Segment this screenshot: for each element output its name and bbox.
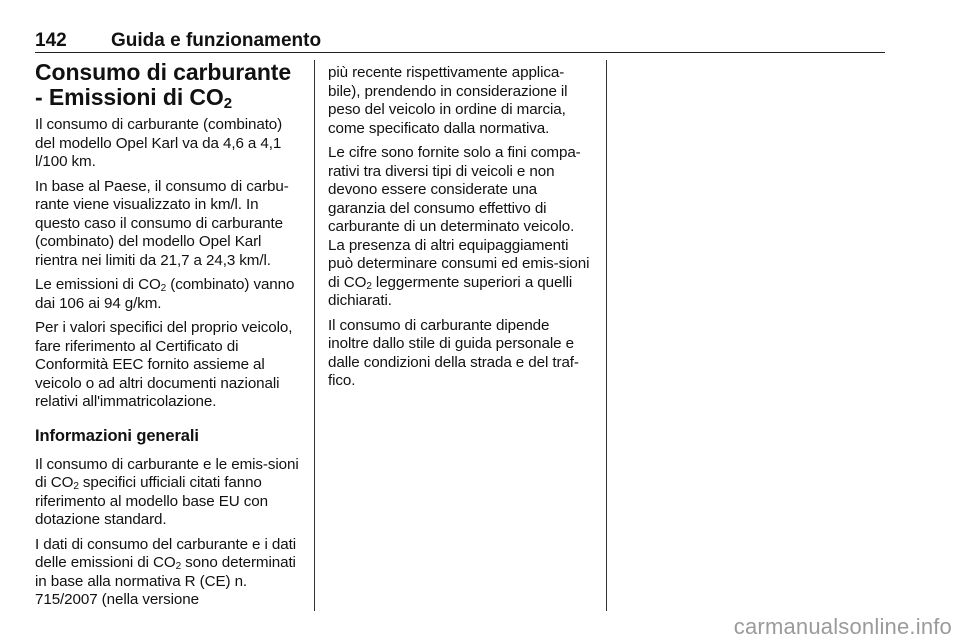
watermark-text: carmanualsonline.info [733,614,952,639]
paragraph-consumption-range: Il consumo di carburante (combinato) del modello Opel Karl va da 4,6 a 4,1 l/100 km. [35,116,283,170]
subheading-general-info: Informazioni generali [35,426,199,445]
paragraph-regulation: I dati di consumo del carburante e i dati delle emissioni di $CO_2$ sono determinati in base alla normativa R (CE) n. 715/2007 (nella versione [35,535,296,608]
text-column-middle [328,64,594,397]
page-header [35,30,885,54]
paragraph-regulation-continued: più recente rispettivamente applica-bile), prendendo in considerazione il peso del veicolo in ordine di marcia, come specificato dalla normativa. [328,64,568,137]
column-divider-left [314,60,315,611]
main-heading: Consumo di carburante - Emissioni di $CO_2$ [35,59,292,112]
column-divider-right [606,60,607,611]
paragraph-driving-style: Il consumo di carburante dipende inoltre dallo stile di guida personale e dalle condizioni della strada e del traf-fico. [328,316,579,389]
section-title: Guida e funzionamento [111,30,322,51]
paragraph-official-values: Il consumo di carburante e le emis-sioni di $CO_2$ specifici ufficiali citati fanno riferimento al modello base EU con dotazione standard. [35,455,299,528]
paragraph-km-per-litre: In base al Paese, il consumo di carbu-rante viene visualizzato in km/l. In questo caso il consumo di carburante (combinato) del modello Opel Karl rientra nei limiti da 21,7 a 24,3 km/l. [35,177,289,269]
page-number: 142 [35,30,67,51]
paragraph-emissions: Le emissioni di $CO_2$ (combinato) vanno dai 106 ai 94 g/km. [35,276,295,312]
paragraph-comparison: Le cifre sono fornite solo a fini compa-rativi tra diversi tipi di veicoli e non devono essere considerate una garanzia del consumo effettivo di carburante di un determinato veicolo. La presenza di altri equipaggiamenti può determinare consumi ed emis-sioni di $CO_2$ leggermente superiori a quelli dichiarati. [328,144,590,309]
paragraph-certificate: Per i valori specifici del proprio veicolo, fare riferimento al Certificato di Conformità EEC fornito assieme al veicolo o ad altri documenti nazionali relativi all'immatricolazione. [35,319,293,410]
text-column-left [35,60,303,616]
header-rule [35,52,885,53]
